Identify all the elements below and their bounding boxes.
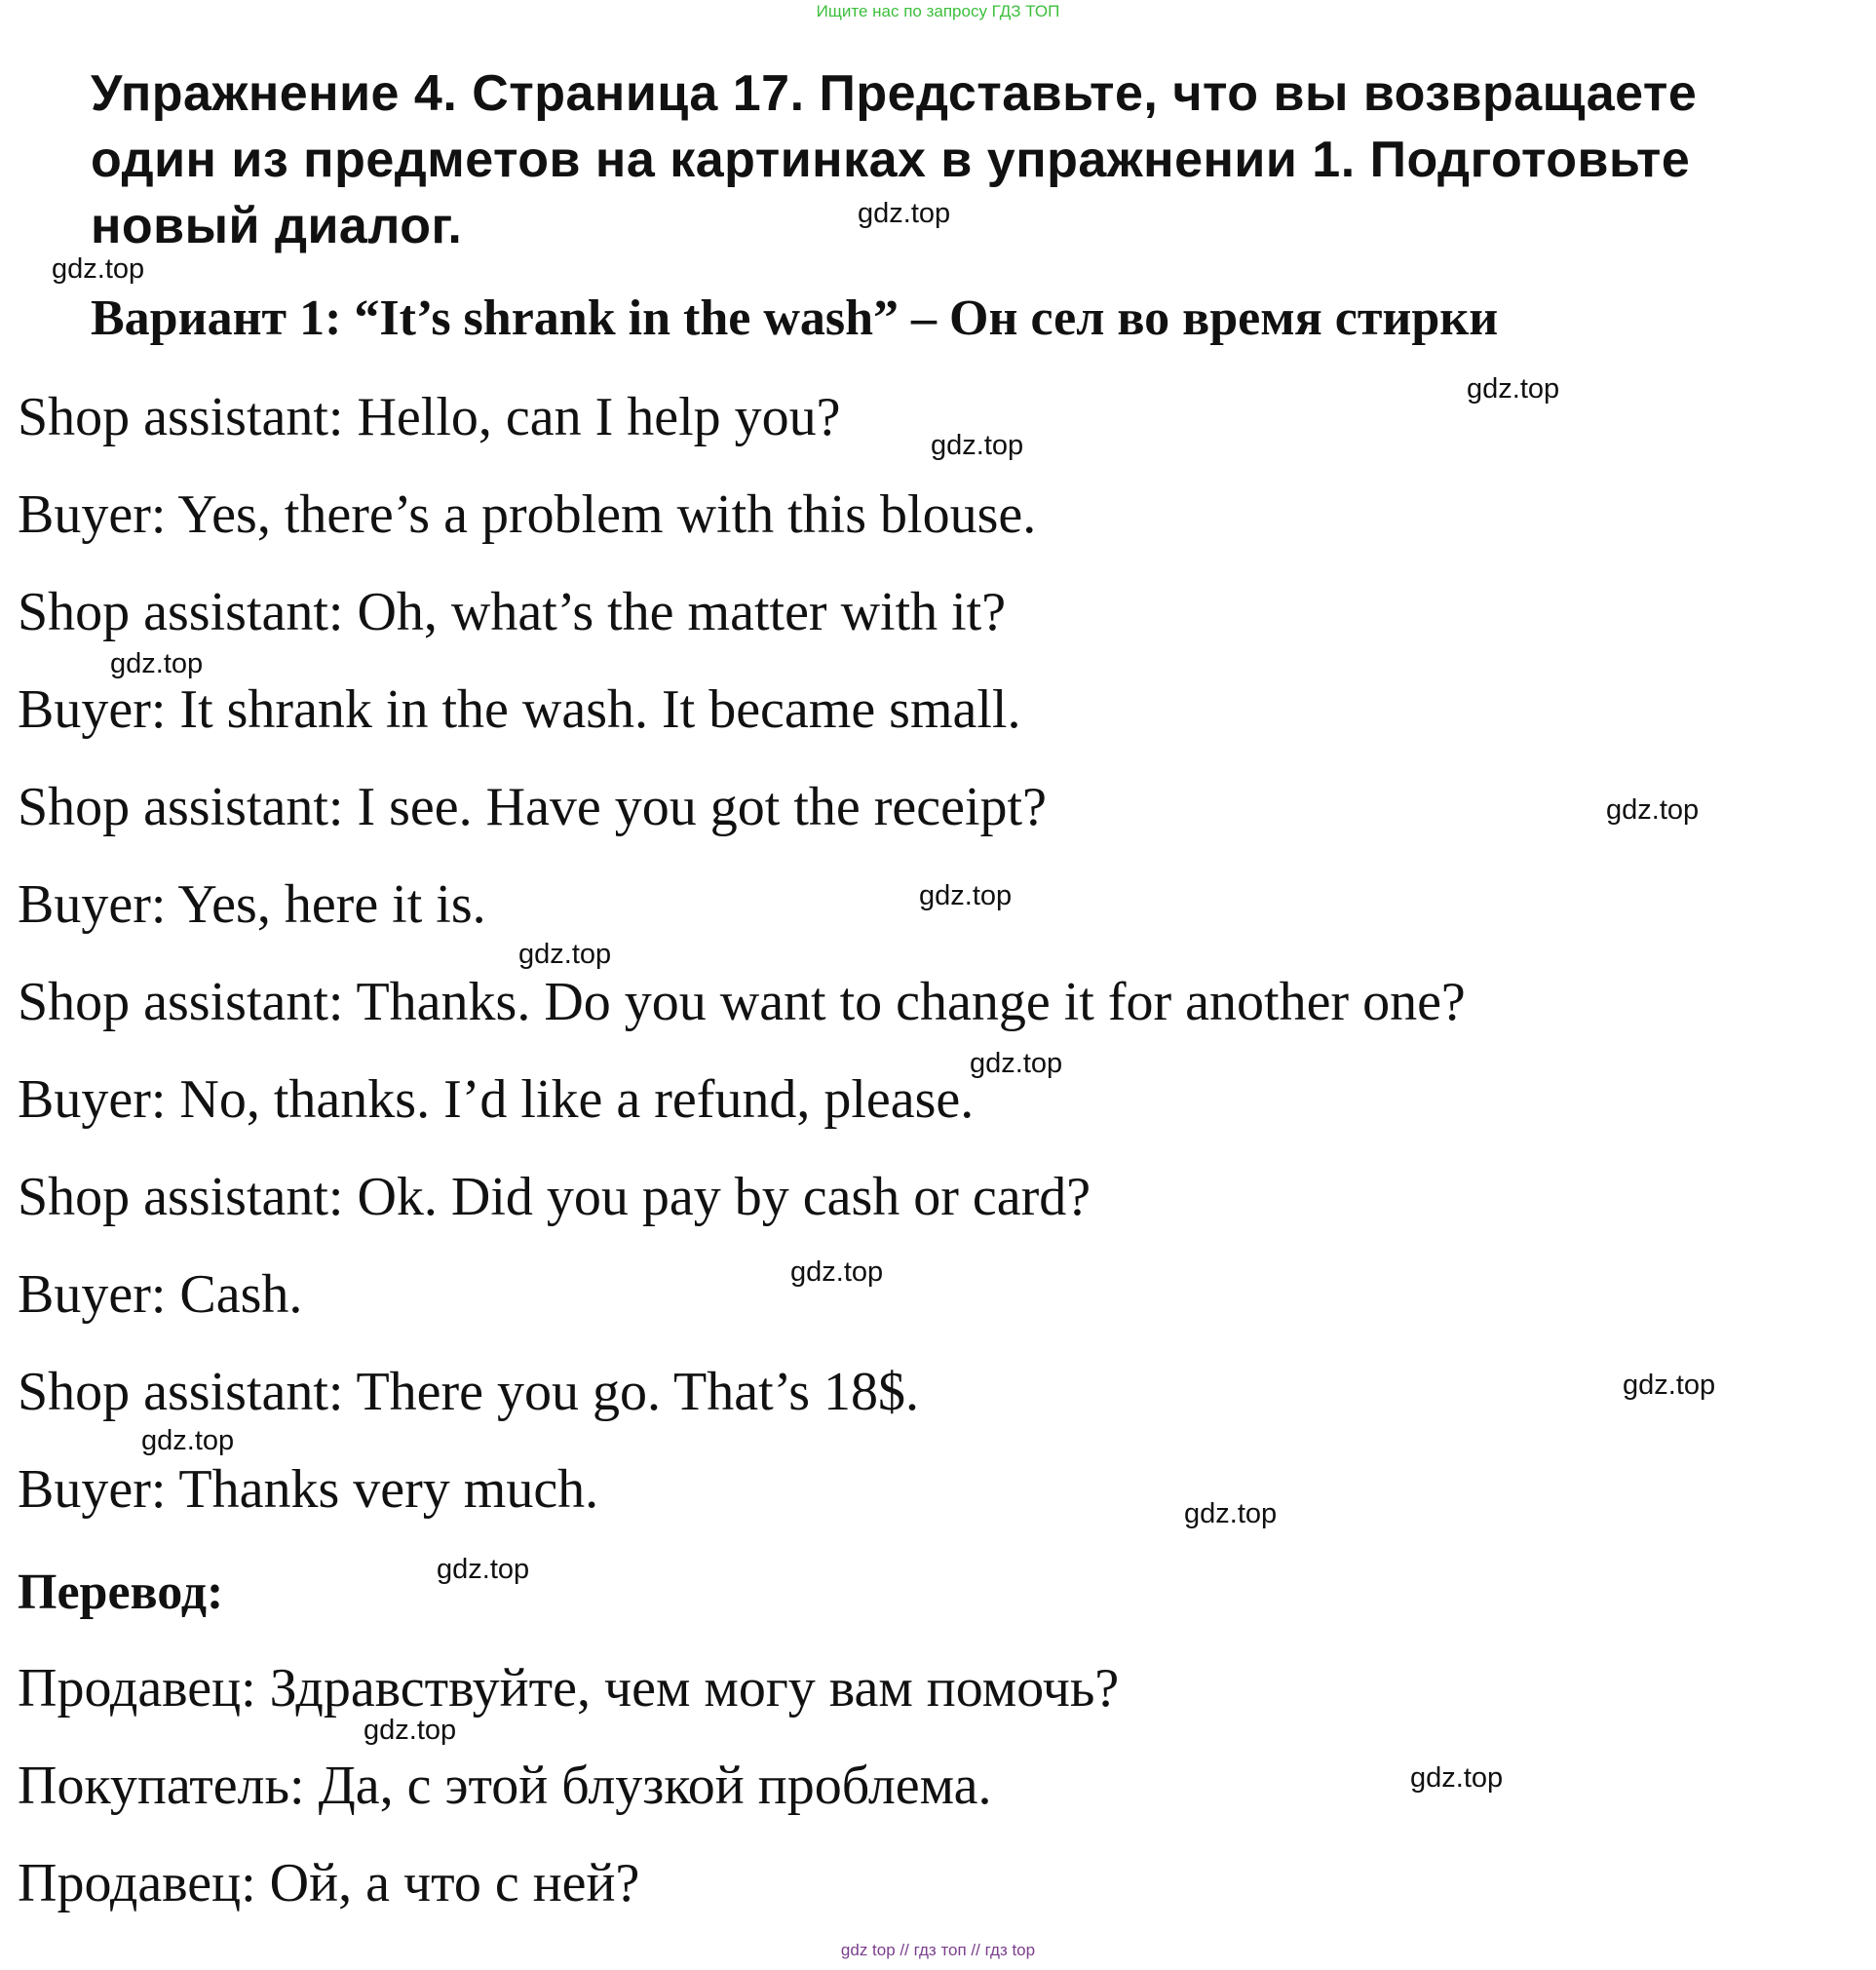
watermark: gdz.top <box>1467 373 1560 405</box>
watermark: gdz.top <box>919 880 1013 911</box>
dialog-line: Buyer: Thanks very much. <box>18 1459 599 1520</box>
watermark: gdz.top <box>110 648 204 679</box>
translation-line: Продавец: Здравствуйте, чем могу вам помочь? <box>18 1658 1120 1719</box>
dialog-line: Shop assistant: Oh, what’s the matter with it? <box>18 582 1007 642</box>
watermark: gdz.top <box>437 1554 530 1585</box>
watermark: gdz.top <box>141 1425 235 1456</box>
watermark: gdz.top <box>1623 1370 1716 1401</box>
translation-line: Продавец: Ой, а что с ней? <box>18 1853 640 1913</box>
variant-title: Вариант 1: “It’s shrank in the wash” – Он сел во время стирки <box>91 290 1499 346</box>
watermark: gdz.top <box>1410 1762 1504 1794</box>
watermark: gdz.top <box>970 1048 1063 1079</box>
exercise-heading: Упражнение 4. Страница 17. Представьте, что вы возвращаете один из предметов на картинках в упражнении 1. Подготовьте новый диалог. <box>91 65 1698 254</box>
translation-line: Покупатель: Да, с этой блузкой проблема. <box>18 1756 992 1816</box>
dialog-line: Shop assistant: I see. Have you got the receipt? <box>18 777 1047 837</box>
top-banner: Ищите нас по запросу ГДЗ ТОП <box>816 2 1060 20</box>
watermark: gdz.top <box>1606 794 1700 826</box>
watermark: gdz.top <box>931 430 1024 461</box>
dialog-line: Shop assistant: Thanks. Do you want to change it for another one? <box>18 972 1466 1032</box>
translation-title: Перевод: <box>18 1564 224 1620</box>
watermark: gdz.top <box>790 1256 884 1288</box>
watermark: gdz.top <box>364 1715 457 1746</box>
dialog-line: Shop assistant: Ok. Did you pay by cash or card? <box>18 1167 1091 1227</box>
dialog-line: Buyer: Yes, there’s a problem with this blouse. <box>18 484 1037 545</box>
dialog-line: Buyer: It shrank in the wash. It became small. <box>18 679 1021 740</box>
watermark: gdz.top <box>1184 1498 1278 1529</box>
footer-watermark: gdz top // гдз топ // гдз top <box>840 1941 1036 1959</box>
dialog-line: Shop assistant: Hello, can I help you? <box>18 387 841 447</box>
dialog-line: Buyer: No, thanks. I’d like a refund, please. <box>18 1069 975 1130</box>
dialog-line: Buyer: Cash. <box>18 1264 303 1325</box>
dialog-line: Buyer: Yes, here it is. <box>18 874 486 935</box>
watermark: gdz.top <box>858 198 951 229</box>
watermark: gdz.top <box>52 253 145 285</box>
dialog-line: Shop assistant: There you go. That’s 18$. <box>18 1362 919 1422</box>
watermark: gdz.top <box>518 939 612 970</box>
